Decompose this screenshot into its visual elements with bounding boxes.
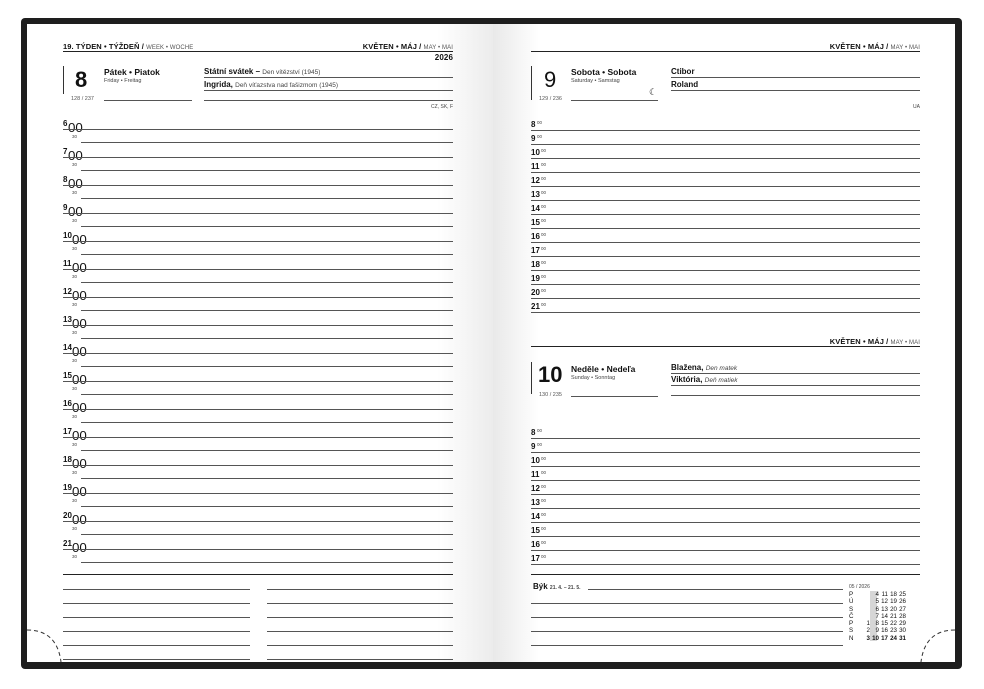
name-day: Ingrida,	[204, 80, 233, 89]
note-line	[267, 659, 453, 660]
mini-cal-weekday: P	[849, 591, 854, 598]
mini-cal-row	[849, 613, 906, 620]
mini-cal-weekday: N	[849, 634, 854, 642]
hour-line	[63, 521, 453, 522]
hour-sup: 00	[541, 554, 547, 559]
mini-cal-day: 25	[899, 591, 906, 598]
sun-month-label-en: MAY • MAI	[890, 340, 920, 346]
sat-day-count: 129 / 236	[539, 96, 562, 102]
hour-sup: 00	[537, 134, 543, 139]
hour-label: 12	[63, 287, 72, 296]
half-hour-line	[81, 394, 453, 395]
name-day-desc: Deň víťazstva nad fašizmom (1945)	[235, 82, 338, 89]
half-hour-line	[81, 338, 453, 339]
sun-day-sub: Sunday • Sonntag	[571, 375, 616, 381]
hour-line	[531, 130, 920, 131]
mini-cal-day: 5	[875, 598, 879, 606]
hour-sup: 00	[541, 512, 547, 517]
sun-day-count: 130 / 235	[539, 392, 562, 398]
hour-line	[531, 550, 920, 551]
half-hour-line	[81, 422, 453, 423]
mini-cal-weekday: S	[849, 627, 854, 635]
half-hour-label: 30	[72, 190, 78, 195]
hour-sup: 00	[541, 176, 547, 181]
week-label: 19. TÝDEN • TÝŽDEŇ /	[63, 42, 144, 51]
notes-rule	[63, 574, 453, 575]
half-hour-label: 30	[72, 414, 78, 419]
note-line	[63, 589, 250, 590]
note-line	[63, 603, 250, 604]
half-hour-line	[81, 366, 453, 367]
hour-line	[531, 466, 920, 467]
mini-cal-day: 27	[899, 605, 906, 613]
hour-label: 18	[63, 455, 72, 464]
hour-label: 20	[63, 511, 72, 520]
hour-sup: 00	[541, 204, 547, 209]
week-label-en: WEEK • WOCHE	[146, 45, 194, 51]
hour-label: 14	[531, 512, 540, 521]
sun-day-number: 10	[538, 362, 563, 387]
hour-label: 8	[531, 428, 536, 437]
mini-cal-day: 31	[899, 634, 906, 642]
note-line	[267, 617, 453, 618]
hour-line	[531, 242, 920, 243]
mini-cal-day: 4	[875, 591, 879, 598]
half-hour-line	[81, 562, 453, 563]
note-line	[267, 645, 453, 646]
note-line	[531, 603, 843, 604]
mini-cal-day: 22	[890, 620, 897, 628]
sun-day-name: Neděle • Nedeľa	[571, 364, 636, 374]
hour-sup: 00	[72, 372, 87, 387]
hour-line	[63, 437, 453, 438]
hour-sup: 00	[68, 148, 83, 163]
hour-line	[531, 270, 920, 271]
hour-line	[531, 536, 920, 537]
hour-line	[63, 353, 453, 354]
mini-cal-row	[849, 635, 906, 642]
sun-day-underline	[571, 396, 658, 397]
hour-line	[531, 256, 920, 257]
bottom-rule-right	[531, 574, 920, 575]
mini-cal-weekday: S	[849, 605, 854, 613]
mini-cal-day: 24	[890, 634, 897, 642]
year-label: 2026	[434, 53, 453, 62]
hour-line	[531, 452, 920, 453]
hour-label: 17	[63, 427, 72, 436]
note-line	[63, 645, 250, 646]
hour-sup: 00	[68, 120, 83, 135]
hour-label: 13	[63, 315, 72, 324]
sun-names-line-3	[671, 395, 920, 396]
hour-line	[531, 564, 920, 565]
hour-sup: 00	[541, 246, 547, 251]
half-hour-line	[81, 226, 453, 227]
mini-cal-day: 16	[881, 627, 888, 635]
half-hour-label: 30	[72, 498, 78, 503]
name-day-line	[204, 80, 338, 89]
mini-cal-day: 18	[890, 591, 897, 598]
hour-line	[531, 228, 920, 229]
half-hour-label: 30	[72, 302, 78, 307]
note-line	[531, 617, 843, 618]
header-rule-right	[531, 51, 920, 52]
mini-cal-day: 20	[890, 605, 897, 613]
day-name: Pátek • Piatok	[104, 67, 160, 77]
mini-cal-day: 13	[881, 605, 888, 613]
hour-label: 16	[63, 399, 72, 408]
mini-cal-day: 15	[881, 620, 888, 628]
hour-line	[63, 241, 453, 242]
hour-label: 15	[63, 371, 72, 380]
hour-label: 13	[531, 498, 540, 507]
mini-cal-day	[861, 591, 870, 598]
mini-cal-day: 28	[899, 612, 906, 620]
hour-line	[531, 480, 920, 481]
mini-cal-day: 12	[881, 598, 888, 606]
mini-cal-day: 23	[890, 627, 897, 635]
left-page	[27, 24, 493, 662]
day-count: 128 / 237	[71, 96, 94, 102]
mini-cal-row	[849, 598, 906, 605]
hour-label: 10	[63, 231, 72, 240]
mini-cal-day: 3	[866, 634, 870, 642]
hour-sup: 00	[72, 316, 87, 331]
mini-cal-day: 26	[899, 598, 906, 606]
corner-cut-icon	[27, 614, 67, 662]
hour-line	[531, 508, 920, 509]
hour-label: 10	[531, 456, 540, 465]
hour-sup: 00	[72, 260, 87, 275]
half-hour-line	[81, 142, 453, 143]
sat-name-1: Ctibor	[671, 67, 695, 76]
hour-sup: 00	[537, 428, 543, 433]
hour-label: 19	[63, 483, 72, 492]
hour-sup: 00	[72, 484, 87, 499]
hour-line	[531, 144, 920, 145]
mini-cal-weekday: Ú	[849, 598, 854, 606]
month-header	[363, 42, 453, 51]
note-line	[267, 603, 453, 604]
half-hour-label: 30	[72, 134, 78, 139]
hour-label: 18	[531, 260, 540, 269]
hour-label: 8	[63, 175, 68, 184]
mini-cal-row	[849, 620, 906, 627]
hour-sup: 00	[537, 120, 543, 125]
hour-label: 17	[531, 554, 540, 563]
sun-name-2: Viktória,	[671, 375, 703, 384]
sat-day-underline	[571, 100, 658, 101]
hour-line	[531, 494, 920, 495]
hour-line	[63, 409, 453, 410]
mini-cal-day	[861, 598, 870, 605]
mini-cal-weekday: Č	[849, 612, 854, 620]
sun-names-line-2	[671, 385, 920, 386]
hour-sup: 00	[72, 288, 87, 303]
hour-sup: 00	[68, 176, 83, 191]
week-header	[63, 42, 193, 51]
sun-month-header	[830, 337, 920, 346]
holiday-title: Státní svátek –	[204, 67, 261, 76]
half-hour-label: 30	[72, 526, 78, 531]
sun-day-bar	[531, 362, 532, 394]
hour-sup: 00	[541, 148, 547, 153]
mini-cal-row	[849, 591, 906, 598]
half-hour-line	[81, 506, 453, 507]
half-hour-line	[81, 450, 453, 451]
hour-label: 16	[531, 540, 540, 549]
hour-label: 16	[531, 232, 540, 241]
hour-label: 9	[531, 442, 536, 451]
month-label: KVĚTEN • MÁJ /	[362, 42, 422, 51]
sun-name-2-desc: Deň matiek	[704, 377, 738, 384]
hour-line	[531, 214, 920, 215]
hour-sup: 00	[72, 400, 87, 415]
sat-names-line-1	[671, 77, 920, 78]
half-hour-label: 30	[72, 386, 78, 391]
hour-sup: 00	[541, 288, 547, 293]
hour-line	[63, 185, 453, 186]
mini-cal-row	[849, 606, 906, 613]
month-label-en-right: MAY • MAI	[890, 45, 920, 51]
half-hour-line	[81, 198, 453, 199]
hour-label: 19	[531, 274, 540, 283]
hour-sup: 00	[541, 540, 547, 545]
zodiac-sign: Býk	[533, 582, 548, 591]
hour-line	[63, 269, 453, 270]
sun-header-rule	[531, 346, 920, 347]
hour-label: 21	[531, 302, 540, 311]
hour-sup: 00	[541, 484, 547, 489]
note-line	[267, 589, 453, 590]
hour-line	[63, 493, 453, 494]
hour-line	[63, 129, 453, 130]
names-line-1	[204, 77, 453, 78]
hour-label: 14	[63, 343, 72, 352]
mini-cal-day: 14	[881, 612, 888, 620]
month-label-right: KVĚTEN • MÁJ /	[829, 42, 889, 51]
hour-label: 12	[531, 484, 540, 493]
mini-cal-day: 19	[890, 598, 897, 606]
hour-label: 20	[531, 288, 540, 297]
note-line	[531, 631, 843, 632]
hour-sup: 00	[541, 302, 547, 307]
day-bar	[63, 66, 64, 94]
sat-day-sub: Saturday • Samstag	[571, 78, 620, 84]
hour-line	[63, 381, 453, 382]
hour-line	[63, 325, 453, 326]
hour-label: 11	[63, 259, 72, 268]
hour-label: 21	[63, 539, 72, 548]
half-hour-line	[81, 534, 453, 535]
hour-sup: 00	[541, 232, 547, 237]
hour-line	[531, 200, 920, 201]
hour-label: 9	[531, 134, 536, 143]
hour-sup: 00	[72, 456, 87, 471]
hour-sup: 00	[541, 274, 547, 279]
hour-sup: 00	[72, 428, 87, 443]
mini-cal-day: 2	[866, 627, 870, 635]
hour-sup: 00	[68, 204, 83, 219]
half-hour-label: 30	[72, 554, 78, 559]
half-hour-label: 30	[72, 162, 78, 167]
zodiac-line	[533, 582, 581, 591]
month-label-en: MAY • MAI	[423, 45, 453, 51]
sat-name-2: Roland	[671, 80, 699, 89]
mini-cal-day: 11	[881, 591, 888, 598]
holiday-desc: Den vítězství (1945)	[262, 69, 321, 76]
mini-cal-weekday: P	[849, 620, 854, 628]
sat-note: UA	[913, 104, 920, 110]
mini-cal-day	[861, 613, 870, 620]
sat-day-number: 9	[544, 67, 557, 92]
sun-name-2-line	[671, 375, 738, 384]
hour-label: 14	[531, 204, 540, 213]
half-hour-line	[81, 282, 453, 283]
mini-cal-day: 30	[899, 627, 906, 635]
hour-label: 11	[531, 470, 540, 479]
half-hour-label: 30	[72, 358, 78, 363]
month-header-right	[830, 42, 920, 51]
hour-line	[63, 213, 453, 214]
note-line	[588, 589, 843, 590]
hour-label: 6	[63, 119, 68, 128]
hour-sup: 00	[72, 540, 87, 555]
hour-sup: 00	[541, 498, 547, 503]
half-hour-label: 30	[72, 274, 78, 279]
hour-label: 9	[63, 203, 68, 212]
hour-line	[531, 284, 920, 285]
mini-cal-day: 21	[890, 612, 897, 620]
hour-sup: 00	[541, 218, 547, 223]
half-hour-label: 30	[72, 442, 78, 447]
hour-sup: 00	[541, 190, 547, 195]
half-hour-label: 30	[72, 218, 78, 223]
hour-sup: 00	[541, 470, 547, 475]
half-hour-line	[81, 254, 453, 255]
hour-label: 15	[531, 218, 540, 227]
mini-cal-title: 05 / 2026	[849, 584, 870, 590]
right-page	[493, 24, 955, 662]
note-line	[63, 659, 250, 660]
half-hour-line	[81, 478, 453, 479]
half-hour-label: 30	[72, 330, 78, 335]
hour-line	[63, 549, 453, 550]
sun-name-1: Blažena,	[671, 363, 704, 372]
sun-name-1-line	[671, 363, 737, 372]
zodiac-dates: 21. 4. – 21. 5.	[549, 585, 581, 591]
hour-label: 17	[531, 246, 540, 255]
hour-line	[531, 158, 920, 159]
hour-line	[531, 298, 920, 299]
mini-calendar	[849, 591, 906, 642]
mini-cal-day: 9	[875, 627, 879, 635]
hour-sup: 00	[72, 344, 87, 359]
hour-sup: 00	[541, 162, 547, 167]
mini-cal-day: 10	[872, 634, 879, 642]
sun-names-line-1	[671, 373, 920, 374]
hour-line	[63, 465, 453, 466]
note-line	[267, 631, 453, 632]
corner-cut-icon-right	[915, 614, 955, 662]
hour-sup: 00	[72, 232, 87, 247]
holiday-line	[204, 67, 320, 76]
sun-month-label: KVĚTEN • MÁJ /	[829, 337, 889, 346]
mini-cal-day: 7	[875, 612, 879, 620]
moon-icon: ☾	[649, 87, 658, 97]
mini-cal-day: 8	[875, 620, 879, 628]
header-rule	[63, 51, 453, 52]
sun-name-1-desc: Den matek	[705, 365, 738, 372]
names-line-3	[204, 100, 453, 101]
sat-day-name: Sobota • Sobota	[571, 67, 637, 77]
mini-cal-row	[849, 627, 906, 634]
hour-line	[531, 312, 920, 313]
mini-cal-day: 1	[866, 620, 870, 628]
names-line-2	[204, 90, 453, 91]
hour-line	[531, 438, 920, 439]
hour-sup: 00	[537, 442, 543, 447]
note-line	[531, 645, 843, 646]
mini-cal-day: 29	[899, 620, 906, 628]
hour-label: 13	[531, 190, 540, 199]
hour-line	[531, 186, 920, 187]
hour-line	[531, 522, 920, 523]
day-name-sub: Friday • Freitag	[104, 78, 142, 84]
hour-sup: 00	[72, 512, 87, 527]
half-hour-label: 30	[72, 470, 78, 475]
hour-label: 12	[531, 176, 540, 185]
day-number: 8	[75, 67, 88, 92]
half-hour-line	[81, 170, 453, 171]
sat-day-bar	[531, 66, 532, 100]
hour-label: 10	[531, 148, 540, 157]
sat-names-line-2	[671, 90, 920, 91]
hour-label: 8	[531, 120, 536, 129]
mini-cal-day: 6	[875, 605, 879, 613]
note-line	[63, 617, 250, 618]
hour-sup: 00	[541, 526, 547, 531]
country-note: CZ, SK, F	[431, 104, 453, 110]
hour-sup: 00	[541, 260, 547, 265]
hour-label: 11	[531, 162, 540, 171]
hour-line	[63, 157, 453, 158]
hour-line	[531, 172, 920, 173]
hour-label: 15	[531, 526, 540, 535]
note-line	[63, 631, 250, 632]
hour-sup: 00	[541, 456, 547, 461]
day-underline	[104, 100, 192, 101]
mini-cal-day: 17	[881, 634, 888, 642]
hour-label: 7	[63, 147, 68, 156]
half-hour-line	[81, 310, 453, 311]
hour-line	[63, 297, 453, 298]
mini-cal-day	[861, 606, 870, 613]
half-hour-label: 30	[72, 246, 78, 251]
